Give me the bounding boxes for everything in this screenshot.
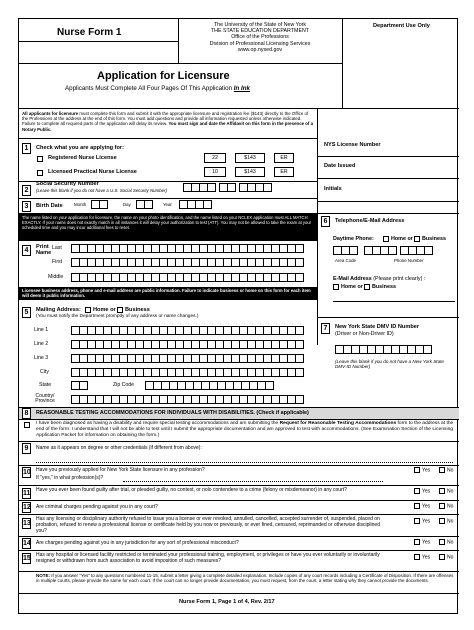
agency-line: Office of the Professions [231, 34, 289, 41]
yes-checkbox[interactable] [414, 554, 420, 560]
date-issued-label: Date Issued [324, 163, 356, 169]
email-label: E-Mail Address (Please print clearly) : [333, 276, 426, 282]
q12-no[interactable]: No [439, 503, 453, 509]
address-line1-cells[interactable] [71, 326, 303, 335]
country-label: Country/ Province [35, 393, 55, 405]
yes-checkbox[interactable] [414, 503, 420, 509]
form-title: Nurse Form 1 [57, 27, 122, 38]
section-number: 2 [22, 185, 31, 196]
ssn-note: (Leave this blank if you do not have a U.S. Social Security Number) [36, 188, 168, 193]
question-number: 13 [23, 520, 31, 527]
address-line-label: Line 2 [34, 341, 49, 347]
name-match-notice: The name listed on your application for licensure, the name on your photo identification, and the name listed on your NCLEX application must ALL MATCH EXACTLY. If your name does not exactly match in all instances it will delay your authorization to test (ATT). You may not be allowed to take the exam at your scheduled time and you may incur additional fees to reset. [19, 214, 317, 241]
email-input-line[interactable] [333, 301, 455, 302]
agency-line: The University of the State of New York [213, 22, 307, 28]
accommodation-checkbox[interactable] [24, 422, 30, 428]
address-line2-cells[interactable] [71, 340, 303, 349]
q15-no[interactable]: No [439, 554, 453, 560]
state-cells[interactable] [71, 381, 87, 390]
yes-checkbox[interactable] [414, 518, 420, 524]
mail-home-checkbox[interactable] [85, 307, 91, 313]
lpn-fee: $143 [235, 167, 265, 177]
q10-answer-line[interactable] [123, 481, 383, 482]
address-line-label: Line 3 [34, 355, 49, 361]
last-name-label: Last [52, 245, 62, 251]
note-paragraph: NOTE: If you answer "Yes" to any questions numbered 11-15, submit a letter giving a complete detailed explanation. Include copies of any court records including a Certificate of Disposition. If there are offenses in multiple courts, please provide the same for each court. If the court can no longer provide documentation, you must request, from the court, a letter stating why they cannot provide the documents. [36, 573, 454, 584]
dmv-sub: (Driver or Non-Driver ID) [335, 331, 394, 337]
initials-label: Initials [324, 186, 342, 192]
q11-no[interactable]: No [439, 488, 453, 494]
birth-date-label: Birth Date [36, 203, 63, 209]
q13-yes[interactable]: Yes [414, 518, 430, 524]
mail-business-label: Business [125, 307, 150, 313]
email-business-checkbox[interactable] [364, 284, 370, 290]
q14-no[interactable]: No [439, 539, 453, 545]
lpn-suffix: ER [274, 167, 294, 177]
dmv-label: New York State DMV ID Number [335, 324, 420, 330]
phone-home-label: Home or [391, 236, 413, 242]
area-code-label: Area Code [335, 258, 356, 263]
phone-business-checkbox[interactable] [414, 236, 420, 242]
daytime-phone-label: Daytime Phone: [333, 236, 374, 242]
rn-suffix: ER [274, 153, 294, 163]
last-name-cells[interactable] [71, 244, 303, 253]
state-label: State [39, 382, 52, 388]
question-text: Have you ever been found guilty after trial, or pleaded guilty, no contest, or nolo contendere to a crime (felony or misdemeanor) in any court? [36, 487, 347, 493]
city-label: City [40, 369, 49, 375]
first-name-cells[interactable] [71, 258, 303, 267]
s8-heading: REASONABLE TESTING ACCOMMODATIONS FOR INDIVIDUALS WITH DISABILITIES. (Check if applicable) [36, 410, 309, 416]
section-number: 7 [321, 323, 330, 334]
ssn-cells[interactable] [183, 183, 271, 192]
question-number: 14 [23, 540, 31, 547]
question-text: Are criminal charges pending against you in any court? [36, 504, 158, 510]
area-code-cells[interactable] [333, 246, 357, 255]
rn-checkbox[interactable] [37, 156, 43, 162]
zip-cells[interactable] [145, 381, 273, 390]
agency-line: www.op.nysed.gov [237, 46, 283, 53]
question-number: 11 [23, 490, 31, 497]
email-business-label: Business [372, 284, 396, 290]
question-text: Has any hospital or licensed facility restricted or terminated your professional training, employment, or privileges or have you ever voluntarily or involuntarily resigned or withdrawn from such association to avoid imposition of such measures? [36, 552, 380, 564]
q13-no[interactable]: No [439, 518, 453, 524]
public-info-notice: Licensee business address, phone and e-mail address are public information. Failure to indicate business or home on this form for each item will deem it public information. [19, 287, 317, 300]
phone-number-label: Phone Number [394, 258, 424, 263]
country-cells[interactable] [71, 395, 303, 404]
question-number: 12 [23, 504, 31, 511]
question-number: 9 [22, 443, 31, 454]
q11-yes[interactable]: Yes [414, 488, 430, 494]
q9-answer-line[interactable] [36, 462, 453, 463]
email-home-checkbox[interactable] [333, 284, 339, 290]
yes-checkbox[interactable] [414, 467, 420, 473]
question-number: 10 [23, 469, 31, 476]
q12-yes[interactable]: Yes [414, 503, 430, 509]
no-checkbox[interactable] [439, 503, 445, 509]
dmv-note: (Leave this blank if you do not have a New York State DMV ID Number) [335, 359, 444, 370]
month-label: Month [74, 202, 87, 207]
phone-home-checkbox[interactable] [383, 236, 389, 242]
agency-block [181, 22, 339, 53]
first-name-label: First [52, 259, 63, 265]
phone-number-cells[interactable] [364, 246, 432, 255]
q10-yes[interactable]: Yes [414, 467, 430, 473]
address-line-label: Line 1 [34, 327, 49, 333]
no-checkbox[interactable] [439, 488, 445, 494]
question-text: Has any licensing or disciplinary authority refused to issue you a license or ever revoked, annulled, cancelled, accepted surrender of, suspended, placed on probation, refused to renew a professional license or certificate held by you now or previously, or ever fined, censured, reprimanded or otherwise disciplined you? [36, 516, 380, 534]
q15-yes[interactable]: Yes [414, 554, 430, 560]
yes-checkbox[interactable] [414, 488, 420, 494]
section-number: 4 [22, 245, 31, 256]
rn-fee: $143 [235, 153, 265, 163]
agency-line: THE STATE EDUCATION DEPARTMENT [210, 28, 310, 35]
question-text: Are charges pending against you in any jurisdiction for any sort of professional misconduct? [36, 540, 239, 546]
dept-use-label: Department Use Only [373, 23, 430, 29]
rn-option-label: Registered Nurse License [48, 155, 117, 161]
nurse-form [18, 18, 458, 614]
address-note: (You must notify the Department promptly of any address or name changes.) [36, 314, 199, 319]
question-text: Name as it appears on degree or other credentials (if different from above): [36, 445, 202, 451]
license-number-label: NYS License Number [324, 142, 381, 148]
section-number: 3 [22, 201, 31, 212]
no-checkbox[interactable] [439, 539, 445, 545]
section-number: 6 [321, 216, 330, 227]
day-label: Day [123, 202, 131, 207]
lpn-option-label: Licensed Practical Nurse License [48, 169, 137, 175]
year-cells[interactable] [179, 200, 211, 209]
lpn-code: 10 [204, 167, 226, 177]
no-checkbox[interactable] [439, 518, 445, 524]
no-checkbox[interactable] [439, 554, 445, 560]
lpn-checkbox[interactable] [37, 170, 43, 176]
zip-label: Zip Code [113, 382, 135, 388]
app-title: Application for Licensure [97, 70, 230, 82]
intro-paragraph: All applicants for licensure must complete this form and submit it with the appropriate licensure and registration fee ($143) directly to the Office of the Professions at the address at the end of this form. You must add questions and provide all information requested unless otherwise indicated. Failure to complete all required parts of the application will delay its review. You must sign and date the Affidavit on this form in the presence of a Notary Public. [22, 111, 314, 132]
yes-checkbox[interactable] [414, 539, 420, 545]
footer-text: Nurse Form 1, Page 1 of 4, Rev. 2/17 [179, 599, 275, 605]
app-subtitle: Applicants Must Complete All Four Pages Of This Application In Ink [65, 85, 250, 92]
mail-business-checkbox[interactable] [117, 307, 123, 313]
section-number: 5 [22, 307, 31, 318]
mail-home-label: Home or [93, 307, 116, 313]
month-cells[interactable] [91, 200, 107, 209]
dmv-cells[interactable] [335, 345, 431, 354]
question-text: Have you previously applied for New York State licensure in any profession? [36, 467, 205, 473]
middle-name-label: Middle [48, 274, 64, 280]
rn-code: 22 [204, 153, 226, 163]
address-line3-cells[interactable] [71, 354, 303, 363]
phone-business-label: Business [422, 236, 446, 242]
mailing-address-label: Mailing Address: [36, 307, 81, 313]
city-cells[interactable] [71, 368, 303, 377]
question-number: 15 [23, 555, 31, 562]
s1-label: Check what you are applying for: [36, 145, 124, 151]
middle-name-cells[interactable] [71, 273, 303, 282]
telephone-email-label: Telephone/E-Mail Address [335, 218, 405, 224]
section-number: 1 [22, 143, 31, 154]
print-name-label: Print Name [36, 244, 52, 256]
day-cells[interactable] [136, 200, 152, 209]
year-label: Year [163, 202, 172, 207]
ssn-label: Social Security Number [36, 181, 99, 187]
no-checkbox[interactable] [439, 467, 445, 473]
s8-text: I have been diagnosed as having a disability and require special testing accommodations and am submitting the Request for Reasonable Testing Accommodations form to the address at the end of the form. I understand that I will not be able to test until I submit the appropriate documentation and am approved to test with accommodations. (See Examination Section of the Licensing Application Packet for information on obtaining the form.) [36, 421, 454, 438]
agency-line: Division of Professional Licensing Services [209, 40, 311, 47]
question-subtext: If "yes," in what profession(s)? [36, 475, 104, 481]
q10-no[interactable]: No [439, 467, 453, 473]
email-home-label: Home or [341, 284, 363, 290]
section-number: 8 [22, 408, 31, 419]
q14-yes[interactable]: Yes [414, 539, 430, 545]
